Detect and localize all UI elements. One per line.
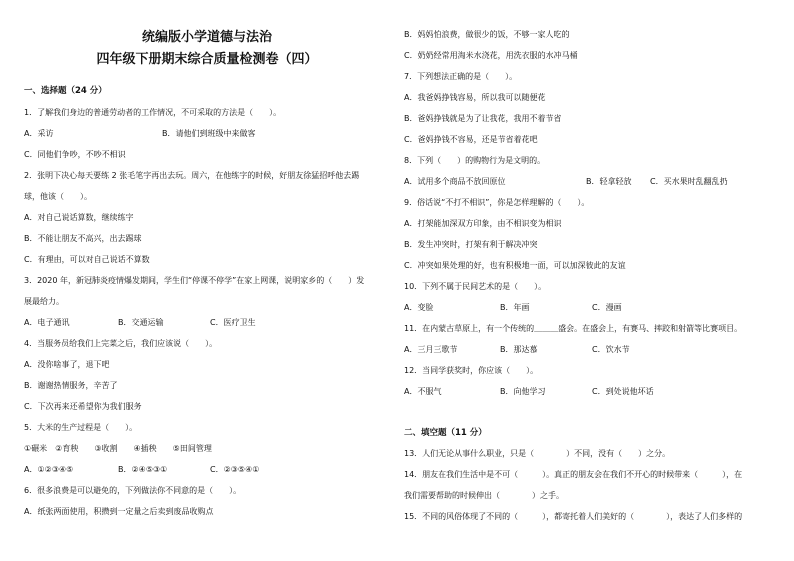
question-2-option-c: C．有理由，可以对自己说话不算数 [24,255,150,264]
question-2-stem-line2: 球，他该（ ）。 [24,192,92,201]
section-heading-choice: 一、选择题（24 分） [24,86,107,96]
question-8-option-c: C．买水果时乱翻乱扔 [650,177,728,186]
question-10-option-a: A．变脸 [404,303,434,312]
question-11-option-b: B．那达慕 [500,345,538,354]
question-4-option-c: C．下次再来还希望你为我们服务 [24,402,142,411]
question-12-option-a: A．不服气 [404,387,442,396]
question-8-stem: 8．下列（ ）的购物行为是文明的。 [404,156,546,165]
question-3-option-b: B．交通运输 [118,318,164,327]
question-7-option-c: C．爸妈挣钱不容易，还是节省着花吧 [404,135,538,144]
question-5-option-c: C．②③⑤④① [210,465,260,474]
question-12-option-b: B．向他学习 [500,387,546,396]
question-1-option-c: C．同他们争吵，不吵不相识 [24,150,126,159]
question-8-option-a: A．试用多个商品不放回原位 [404,177,506,186]
question-11-option-a: A．三月三歌节 [404,345,458,354]
section-heading-fill: 二、填空题（11 分） [404,428,487,438]
question-3-stem-line2: 展最给力。 [24,297,64,306]
question-6-option-c: C．奶奶经常用淘米水浇花，用洗衣服的水冲马桶 [404,51,578,60]
question-3-option-c: C．医疗卫生 [210,318,256,327]
question-4-option-b: B．谢谢热情服务，辛苦了 [24,381,118,390]
question-9-option-a: A．打架能加深双方印象，由不相识变为相识 [404,219,562,228]
question-2-option-a: A．对自己说话算数，继续练字 [24,213,134,222]
question-2-option-b: B．不能让朋友不高兴，出去踢球 [24,234,142,243]
question-5-items: ①碾米 ②育秧 ③收割 ④插秧 ⑤田间管理 [24,444,212,453]
question-1-option-a: A．采访 [24,129,54,138]
question-4-stem: 4．当服务员给我们上完菜之后，我们应该说（ ）。 [24,339,218,348]
question-13-stem: 13．人们无论从事什么职业，只是（ ）不同，没有（ ）之分。 [404,449,671,458]
question-5-option-b: B．②④⑤③① [118,465,168,474]
question-5-option-a: A．①②③④⑤ [24,465,74,474]
question-11-option-c: C．饮水节 [592,345,630,354]
question-1-stem: 1．了解我们身边的普通劳动者的工作情况，不可采取的方法是（ ）。 [24,108,282,117]
question-3-option-a: A．电子通讯 [24,318,70,327]
question-14-stem-line2: 我们需要帮助的时候伸出（ ）之手。 [404,491,564,500]
question-7-option-a: A．我爸妈挣钱容易，所以我可以随便花 [404,93,546,102]
question-2-stem-line1: 2．张明下决心每天要练 2 张毛笔字再出去玩。周六，在他练字的时候，好朋友徐猛招呼他去踢 [24,171,360,180]
question-9-stem: 9．俗话说“不打不相识”，你是怎样理解的（ ）。 [404,198,590,207]
question-1-option-b: B．请他们到班级中来做客 [162,129,256,138]
question-3-stem-line1: 3．2020 年，新冠肺炎疫情爆发期间，学生们“停课不停学”在家上网课，说明家乡的（ ）发 [24,276,365,285]
exam-title: 统编版小学道德与法治 [141,30,272,45]
question-9-option-c: C．冲突如果处理的好，也有积极地一面，可以加深彼此的友谊 [404,261,626,270]
question-10-stem: 10．下列不属于民间艺术的是（ ）。 [404,282,547,291]
question-4-option-a: A．没你啥事了，退下吧 [24,360,110,369]
question-14-stem-line1: 14．朋友在我们生活中是不可（ ）。真正的朋友会在我们不开心的时候带来（ ），在 [404,470,743,479]
question-6-option-b: B．妈妈怕浪费，做很少的饭，不够一家人吃的 [404,30,570,39]
question-6-stem: 6．很多浪费是可以避免的，下列做法你不同意的是（ ）。 [24,486,242,495]
exam-subtitle: 四年级下册期末综合质量检测卷（四） [96,52,318,67]
question-10-option-b: B．年画 [500,303,530,312]
question-5-stem: 5．大米的生产过程是（ ）。 [24,423,138,432]
question-7-stem: 7．下列想法正确的是（ ）。 [404,72,518,81]
question-6-option-a: A．纸张两面使用，积攒到一定量之后卖到废品收购点 [24,507,214,516]
question-12-option-c: C．到处说他坏话 [592,387,654,396]
question-10-option-c: C．漫画 [592,303,622,312]
question-12-stem: 12．当同学获奖时，你应该（ ）。 [404,366,539,375]
question-15-stem: 15．不同的风俗体现了不同的（ ），都寄托着人们美好的（ ），表达了人们多样的 [404,512,743,521]
question-8-option-b: B．轻拿轻放 [586,177,632,186]
question-11-stem: 11．在内蒙古草原上，有一个传统的＿＿＿盛会。在盛会上，有赛马、摔跤和射箭等比赛项目。 [404,324,743,333]
question-9-option-b: B．发生冲突时，打架有利于解决冲突 [404,240,538,249]
question-7-option-b: B．爸妈挣钱就是为了让我花，我用不着节省 [404,114,562,123]
